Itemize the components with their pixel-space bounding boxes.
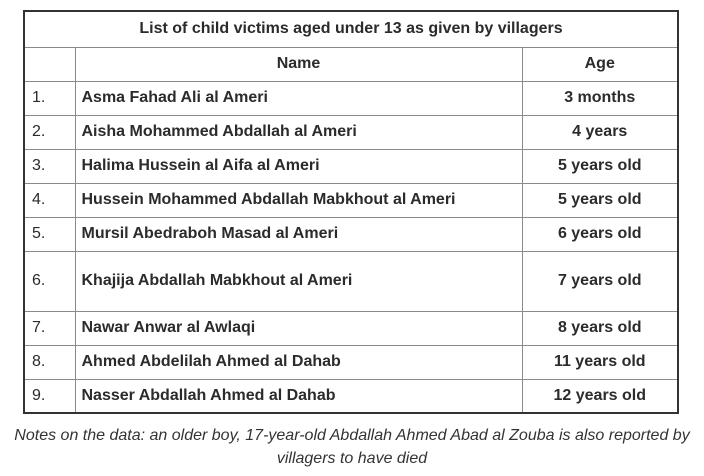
row-number: 5.: [24, 217, 75, 251]
table-row: [24, 345, 678, 379]
row-age: 7 years old: [522, 251, 678, 311]
table-row: [24, 115, 678, 149]
row-age: 5 years old: [522, 149, 678, 183]
row-name: Asma Fahad Ali al Ameri: [75, 81, 522, 115]
table-row: [24, 81, 678, 115]
table-row: [24, 379, 678, 413]
header-age: Age: [522, 47, 678, 81]
row-number: 1.: [24, 81, 75, 115]
table-row: [24, 251, 678, 311]
row-age: 6 years old: [522, 217, 678, 251]
table-row: [24, 183, 678, 217]
table-row: [24, 311, 678, 345]
header-name: Name: [75, 47, 522, 81]
row-age: 12 years old: [522, 379, 678, 413]
table-row: [24, 217, 678, 251]
row-age: 4 years: [522, 115, 678, 149]
table-caption: List of child victims aged under 13 as given by villagers: [24, 11, 678, 47]
row-name: Mursil Abedraboh Masad al Ameri: [75, 217, 522, 251]
row-age: 3 months: [522, 81, 678, 115]
victims-table-wrapper: [23, 10, 677, 414]
row-number: 7.: [24, 311, 75, 345]
row-number: 8.: [24, 345, 75, 379]
victims-table: [23, 10, 679, 414]
row-name: Halima Hussein al Aifa al Ameri: [75, 149, 522, 183]
row-name: Aisha Mohammed Abdallah al Ameri: [75, 115, 522, 149]
row-number: 6.: [24, 251, 75, 311]
table-header-row: [24, 47, 678, 81]
row-age: 5 years old: [522, 183, 678, 217]
row-age: 8 years old: [522, 311, 678, 345]
row-name: Nawar Anwar al Awlaqi: [75, 311, 522, 345]
row-number: 2.: [24, 115, 75, 149]
row-number: 9.: [24, 379, 75, 413]
row-name: Khajija Abdallah Mabkhout al Ameri: [75, 251, 522, 311]
data-note: Notes on the data: an older boy, 17-year-old Abdallah Ahmed Abad al Zouba is also reported by villagers to have died: [14, 427, 690, 467]
row-age: 11 years old: [522, 345, 678, 379]
row-number: 3.: [24, 149, 75, 183]
table-caption-row: [24, 11, 678, 47]
row-number: 4.: [24, 183, 75, 217]
table-row: [24, 149, 678, 183]
row-name: Ahmed Abdelilah Ahmed al Dahab: [75, 345, 522, 379]
header-number: [24, 47, 75, 81]
row-name: Nasser Abdallah Ahmed al Dahab: [75, 379, 522, 413]
row-name: Hussein Mohammed Abdallah Mabkhout al Ameri: [75, 183, 522, 217]
